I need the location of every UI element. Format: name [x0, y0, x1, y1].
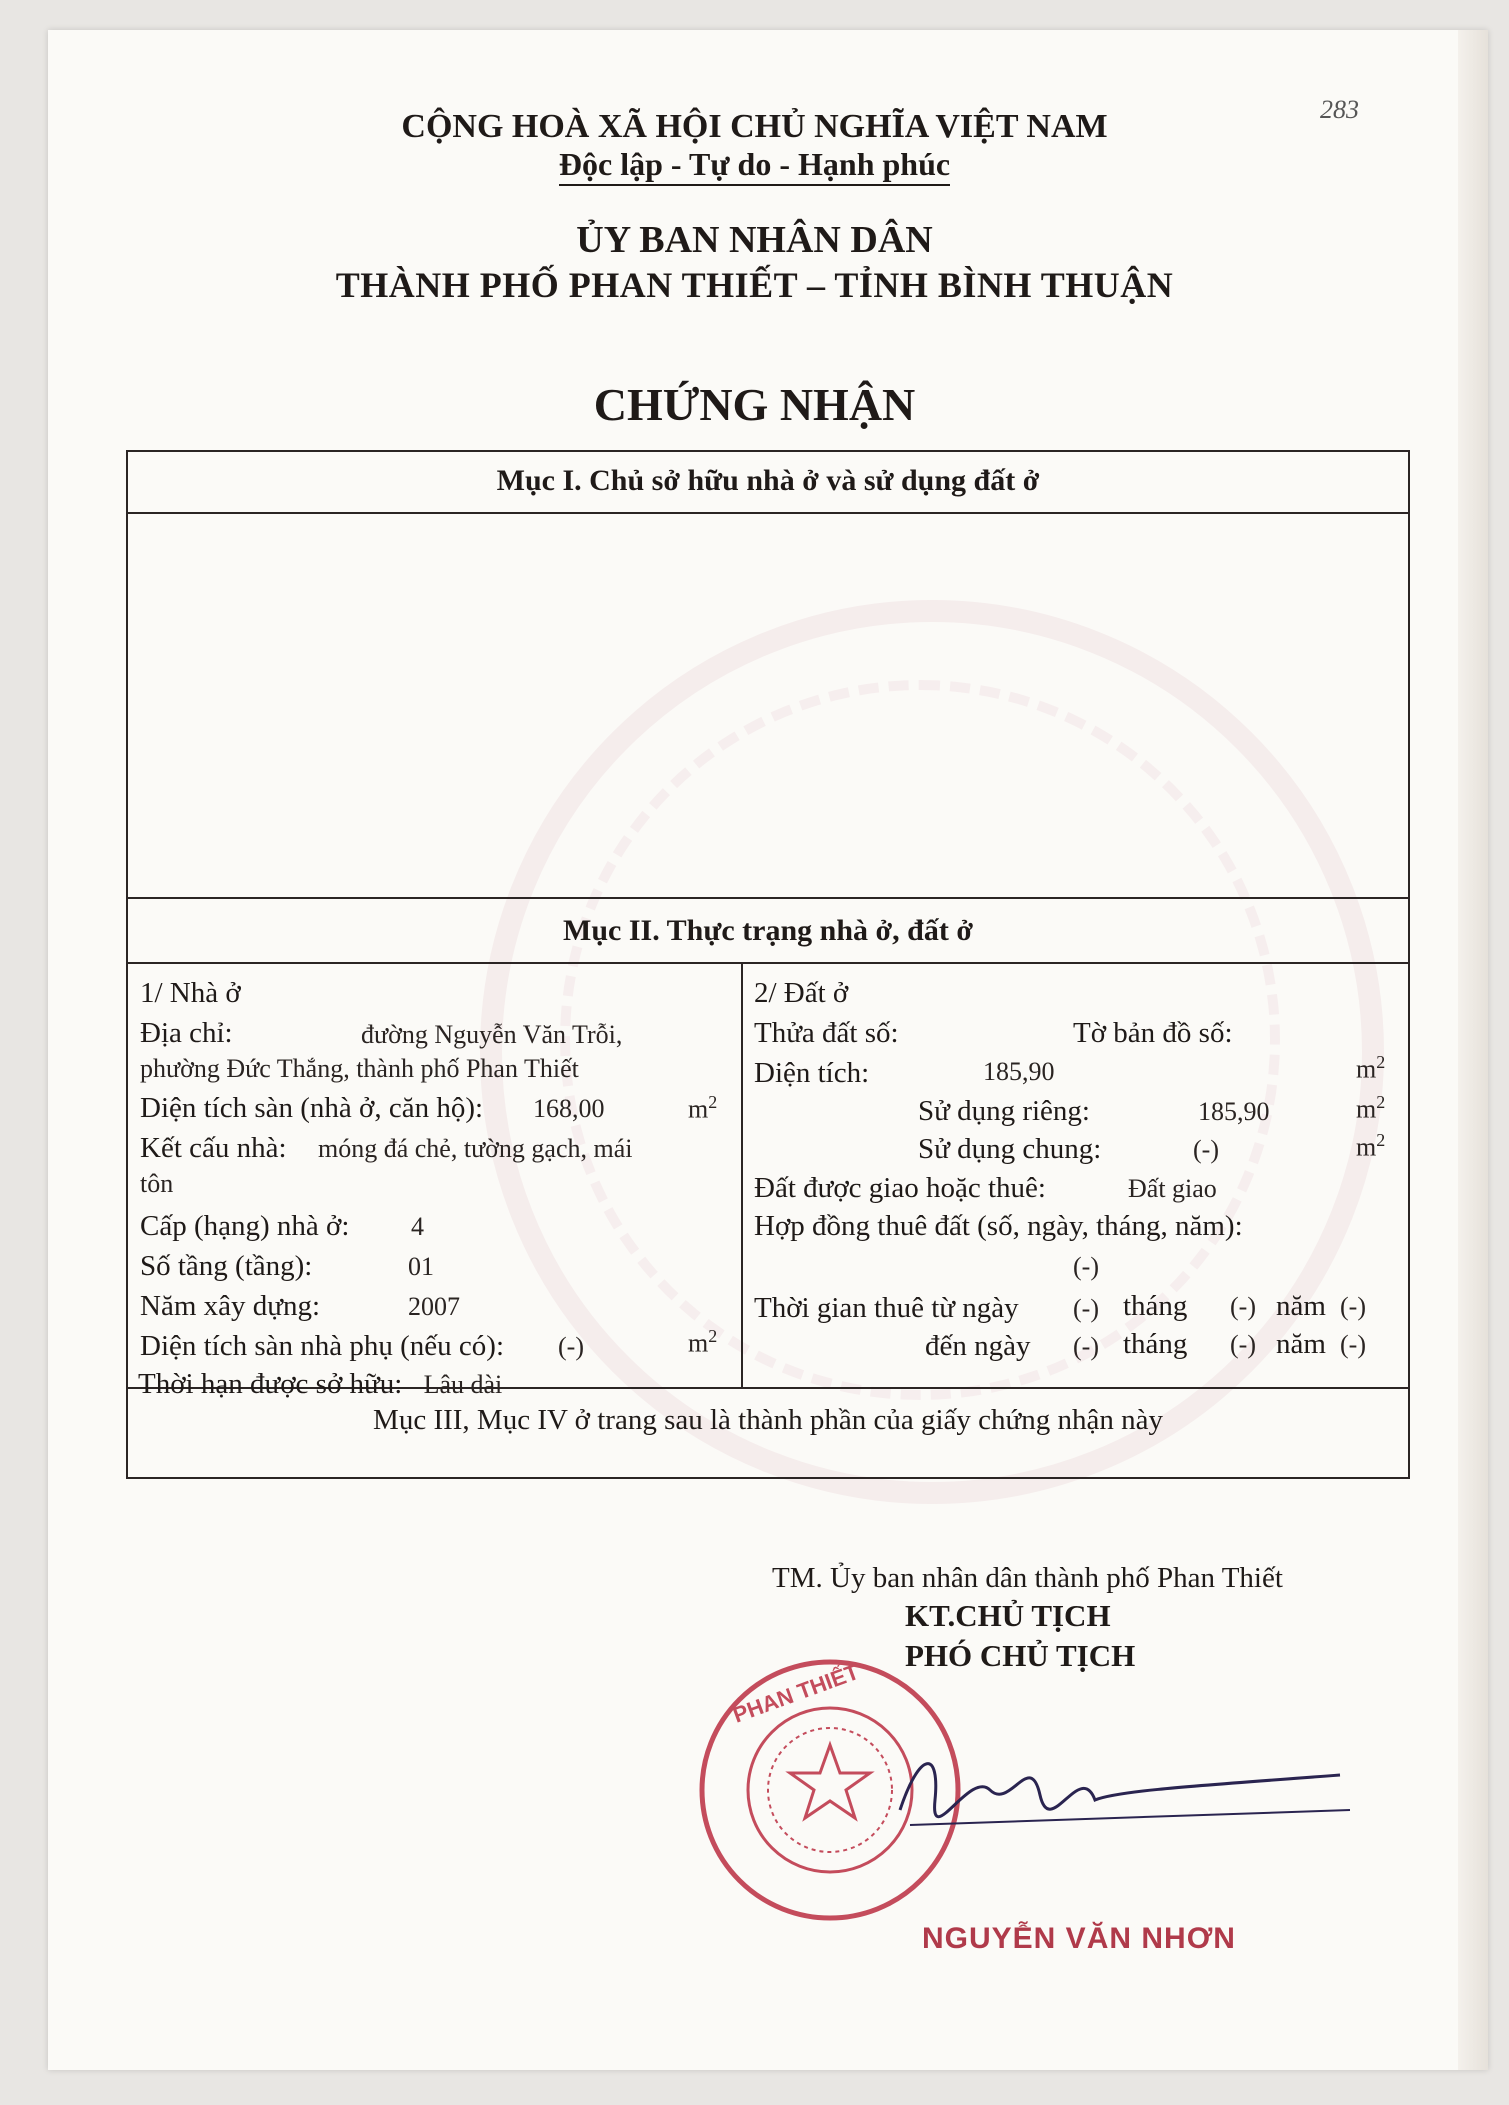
- annex-area-unit: $m^2$: [688, 1326, 718, 1358]
- parcel-number-label: Thửa đất số:: [754, 1017, 899, 1049]
- issuer-location: THÀNH PHỐ PHAN THIẾT – TỈNH BÌNH THUẬN: [335, 265, 1174, 305]
- lease-to-month: (-): [1230, 1330, 1256, 1359]
- year-built-value: 2007: [408, 1292, 460, 1321]
- common-use-label: Sử dụng chung:: [918, 1133, 1102, 1165]
- annex-area-label: Diện tích sàn nhà phụ (nếu có):: [140, 1330, 505, 1362]
- national-title: CỘNG HOÀ XÃ HỘI CHỦ NGHĨA VIỆT NAM: [401, 108, 1108, 145]
- lease-to-year-label: năm: [1276, 1328, 1326, 1360]
- structure-label: Kết cấu nhà:: [140, 1132, 287, 1164]
- section-1-owner-area: [128, 514, 1408, 894]
- floor-area-label: Diện tích sàn (nhà ở, căn hộ):: [140, 1092, 484, 1124]
- land-area-unit: $m^2$: [1356, 1052, 1386, 1084]
- grade-value: 4: [411, 1212, 424, 1241]
- footer-note: Mục III, Mục IV ở trang sau là thành phần của giấy chứng nhận này: [373, 1404, 1163, 1436]
- handwritten-signature-icon: [880, 1730, 1360, 1840]
- floor-area-value: 168,00: [533, 1094, 605, 1123]
- floors-label: Số tầng (tầng):: [140, 1250, 313, 1282]
- national-motto: Độc lập - Tự do - Hạnh phúc: [0, 146, 1509, 183]
- common-use-unit: $m^2$: [1356, 1130, 1386, 1162]
- ownership-term-label-text: Thời hạn được sở hữu:: [138, 1368, 403, 1400]
- private-use-unit: $m^2$: [1356, 1092, 1386, 1124]
- private-use-label: Sử dụng riêng:: [918, 1095, 1090, 1127]
- ownership-term-value: Lâu dài: [423, 1370, 503, 1399]
- page-edge: [1458, 30, 1488, 2070]
- land-area-label: Diện tích:: [754, 1057, 870, 1089]
- lease-to-day: (-): [1073, 1332, 1099, 1361]
- lease-from-day: (-): [1073, 1294, 1099, 1323]
- allocation-label: Đất được giao hoặc thuê:: [754, 1172, 1046, 1204]
- house-address-line1: đường Nguyễn Văn Trỗi,: [361, 1020, 623, 1049]
- issuer-name: ỦY BAN NHÂN DÂN: [576, 219, 933, 261]
- section-1-heading: Mục I. Chủ sở hữu nhà ở và sử dụng đất ở: [496, 464, 1040, 497]
- house-subheading: 1/ Nhà ở: [140, 977, 241, 1009]
- signing-authority: TM. Ủy ban nhân dân thành phố Phan Thiết: [772, 1562, 1283, 1594]
- lease-to-month-label: tháng: [1123, 1328, 1188, 1360]
- house-address-label: Địa chỉ:: [140, 1017, 233, 1049]
- land-subheading: 2/ Đất ở: [754, 977, 849, 1009]
- handwritten-page-number: 283: [1320, 95, 1359, 124]
- ownership-term-row: [138, 1368, 502, 1401]
- floor-area-unit: $m^2$: [688, 1092, 718, 1124]
- column-divider: [741, 962, 743, 1387]
- structure-value-cont: tôn: [140, 1169, 174, 1198]
- certificate-table: [126, 450, 1410, 1479]
- floors-value: 01: [408, 1252, 434, 1281]
- signer-name-stamp: NGUYỄN VĂN NHƠN: [922, 1922, 1236, 1955]
- land-area-value: 185,90: [983, 1057, 1055, 1086]
- map-sheet-label: Tờ bản đồ số:: [1073, 1017, 1233, 1049]
- section-2-heading: Mục II. Thực trạng nhà ở, đất ở: [563, 914, 973, 947]
- lease-contract-value: (-): [1073, 1252, 1099, 1281]
- lease-from-label: Thời gian thuê từ ngày: [754, 1292, 1019, 1324]
- lease-from-month: (-): [1230, 1292, 1256, 1321]
- common-use-value: (-): [1193, 1135, 1219, 1164]
- lease-from-month-label: tháng: [1123, 1290, 1188, 1322]
- grade-label: Cấp (hạng) nhà ở:: [140, 1210, 350, 1242]
- document-title: CHỨNG NHẬN: [593, 379, 916, 430]
- structure-value: móng đá chẻ, tường gạch, mái: [318, 1134, 633, 1163]
- allocation-value: Đất giao: [1128, 1174, 1217, 1203]
- year-built-label: Năm xây dựng:: [140, 1290, 321, 1322]
- lease-to-year: (-): [1340, 1330, 1366, 1359]
- lease-to-label: đến ngày: [925, 1330, 1031, 1362]
- lease-from-year-label: năm: [1276, 1290, 1326, 1322]
- lease-contract-label: Hợp đồng thuê đất (số, ngày, tháng, năm):: [754, 1210, 1243, 1242]
- divider: [128, 962, 1408, 964]
- divider: [128, 897, 1408, 899]
- house-address-line2: phường Đức Thắng, thành phố Phan Thiết: [140, 1054, 579, 1083]
- lease-from-year: (-): [1340, 1292, 1366, 1321]
- signer-delegation: KT.CHỦ TỊCH: [905, 1598, 1111, 1633]
- annex-area-value: (-): [558, 1332, 584, 1361]
- svg-text:PHAN THIẾT: PHAN THIẾT: [729, 1659, 863, 1728]
- private-use-value: 185,90: [1198, 1097, 1270, 1126]
- signer-title: PHÓ CHỦ TỊCH: [905, 1638, 1136, 1673]
